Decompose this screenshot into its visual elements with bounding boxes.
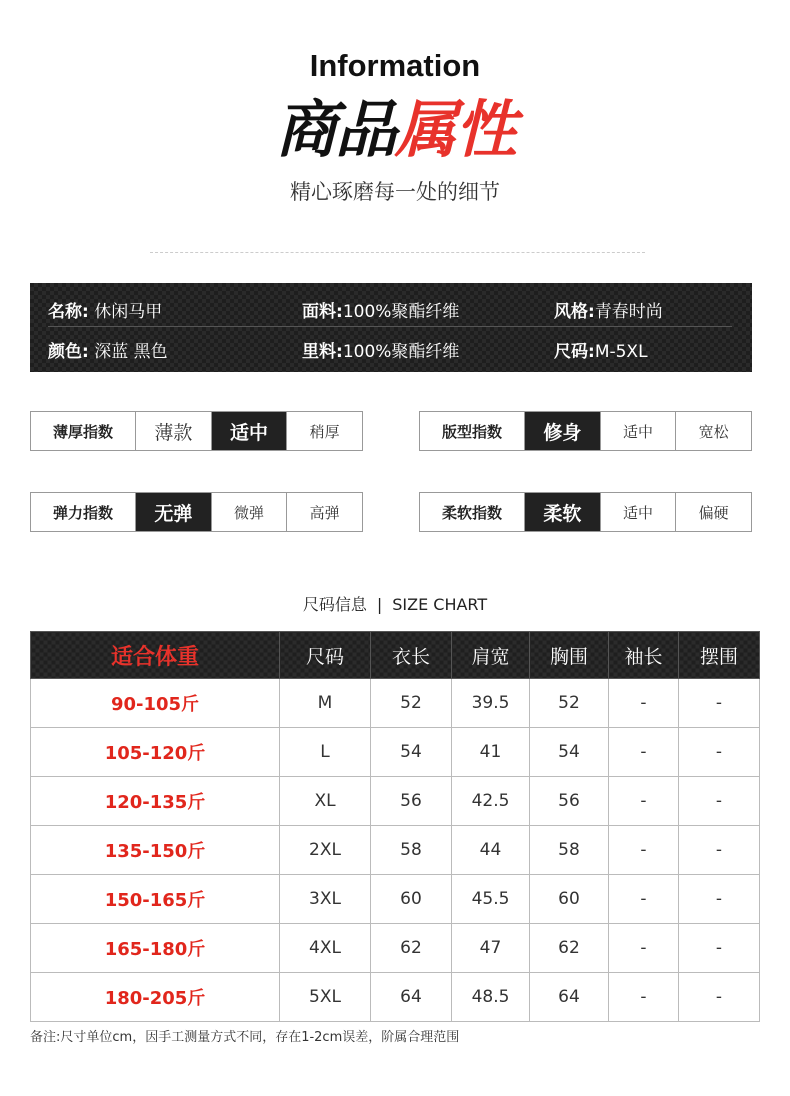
fit-index-label: 版型指数 [420,412,525,450]
softness-option-hard: 偏硬 [698,503,729,522]
size-chart-title-separator: | [376,595,383,614]
hem-cell: - [679,728,760,777]
size-chart-title-en: SIZE CHART [392,595,488,614]
chest-cell: 54 [530,728,609,777]
attr-color: 颜色: 深蓝 黑色 [48,342,168,362]
weight-cell: 120-135斤 [31,777,280,826]
sleeve-cell: - [609,826,679,875]
chest-cell: 56 [530,777,609,826]
length-cell: 62 [371,924,452,973]
softness-option-medium: 适中 [601,493,677,531]
attr-fabric: 面料:100%聚酯纤维 [302,302,460,322]
attribute-divider [48,326,732,327]
length-cell: 52 [371,679,452,728]
hem-cell: - [679,973,760,1022]
footnote: 备注:尺寸单位cm，因手工测量方式不同，存在1-2cm误差，阶属合理范围 [30,1030,460,1045]
weight-cell: 180-205斤 [31,973,280,1022]
elasticity-index-label: 弹力指数 [31,493,136,531]
softness-option-soft: 柔软 [525,493,601,531]
chest-cell: 64 [530,973,609,1022]
weight-cell: 105-120斤 [31,728,280,777]
shoulder-cell: 39.5 [452,679,530,728]
header-length: 衣长 [371,632,452,679]
size-chart-title-cn: 尺码信息 [302,595,367,614]
hem-cell: - [679,924,760,973]
length-cell: 56 [371,777,452,826]
softness-index [419,492,752,532]
size-chart-title [0,592,790,615]
softness-index-label: 柔软指数 [420,493,525,531]
length-cell: 64 [371,973,452,1022]
header-weight: 适合体重 [31,632,280,679]
header-chest: 胸围 [530,632,609,679]
shoulder-cell: 42.5 [452,777,530,826]
fit-option-medium: 适中 [601,412,677,450]
chest-cell: 60 [530,875,609,924]
size-chart-header-row [31,632,760,679]
elasticity-option-high: 高弹 [309,503,340,522]
dashed-divider [150,252,645,253]
size-cell: 3XL [280,875,371,924]
attr-lining: 里料:100%聚酯纤维 [302,342,460,362]
length-cell: 60 [371,875,452,924]
table-row [31,973,760,1022]
attr-size: 尺码:M-5XL [554,342,648,362]
elasticity-index [30,492,363,532]
sleeve-cell: - [609,728,679,777]
fit-option-slim: 修身 [525,412,601,450]
shoulder-cell: 44 [452,826,530,875]
thickness-option-thin: 薄款 [136,412,212,450]
thickness-option-thick: 稍厚 [309,422,340,441]
page-title [0,88,790,172]
size-cell: 2XL [280,826,371,875]
subtitle: 精心琢磨每一处的细节 [290,180,500,204]
header-size: 尺码 [280,632,371,679]
table-row [31,875,760,924]
sleeve-cell: - [609,777,679,826]
hem-cell: - [679,777,760,826]
size-cell: 5XL [280,973,371,1022]
header-sleeve: 袖长 [609,632,679,679]
elasticity-option-slight: 微弹 [212,493,288,531]
chest-cell: 52 [530,679,609,728]
table-row [31,826,760,875]
sleeve-cell: - [609,973,679,1022]
sleeve-cell: - [609,924,679,973]
hem-cell: - [679,826,760,875]
sleeve-cell: - [609,679,679,728]
header-hem: 摆围 [679,632,760,679]
fit-index [419,411,752,451]
shoulder-cell: 48.5 [452,973,530,1022]
table-row [31,728,760,777]
size-chart-table [30,631,760,1022]
thickness-index [30,411,363,451]
info-heading: Information [309,48,481,83]
weight-cell: 90-105斤 [31,679,280,728]
thickness-index-label: 薄厚指数 [31,412,136,450]
fit-option-loose: 宽松 [698,422,729,441]
length-cell: 58 [371,826,452,875]
size-cell: M [280,679,371,728]
weight-cell: 135-150斤 [31,826,280,875]
weight-cell: 150-165斤 [31,875,280,924]
length-cell: 54 [371,728,452,777]
shoulder-cell: 41 [452,728,530,777]
sleeve-cell: - [609,875,679,924]
title-red-part: 属性 [395,93,516,166]
table-row [31,924,760,973]
attr-name: 名称: 休闲马甲 [48,302,163,322]
chest-cell: 62 [530,924,609,973]
header-shoulder: 肩宽 [452,632,530,679]
shoulder-cell: 45.5 [452,875,530,924]
size-cell: XL [280,777,371,826]
table-row [31,777,760,826]
attr-style: 风格:青春时尚 [554,302,663,322]
thickness-option-medium: 适中 [212,412,288,450]
size-cell: 4XL [280,924,371,973]
shoulder-cell: 47 [452,924,530,973]
weight-cell: 165-180斤 [31,924,280,973]
size-cell: L [280,728,371,777]
elasticity-option-none: 无弹 [136,493,212,531]
chest-cell: 58 [530,826,609,875]
table-row [31,679,760,728]
title-black-part: 商品 [274,93,395,166]
hem-cell: - [679,679,760,728]
hem-cell: - [679,875,760,924]
